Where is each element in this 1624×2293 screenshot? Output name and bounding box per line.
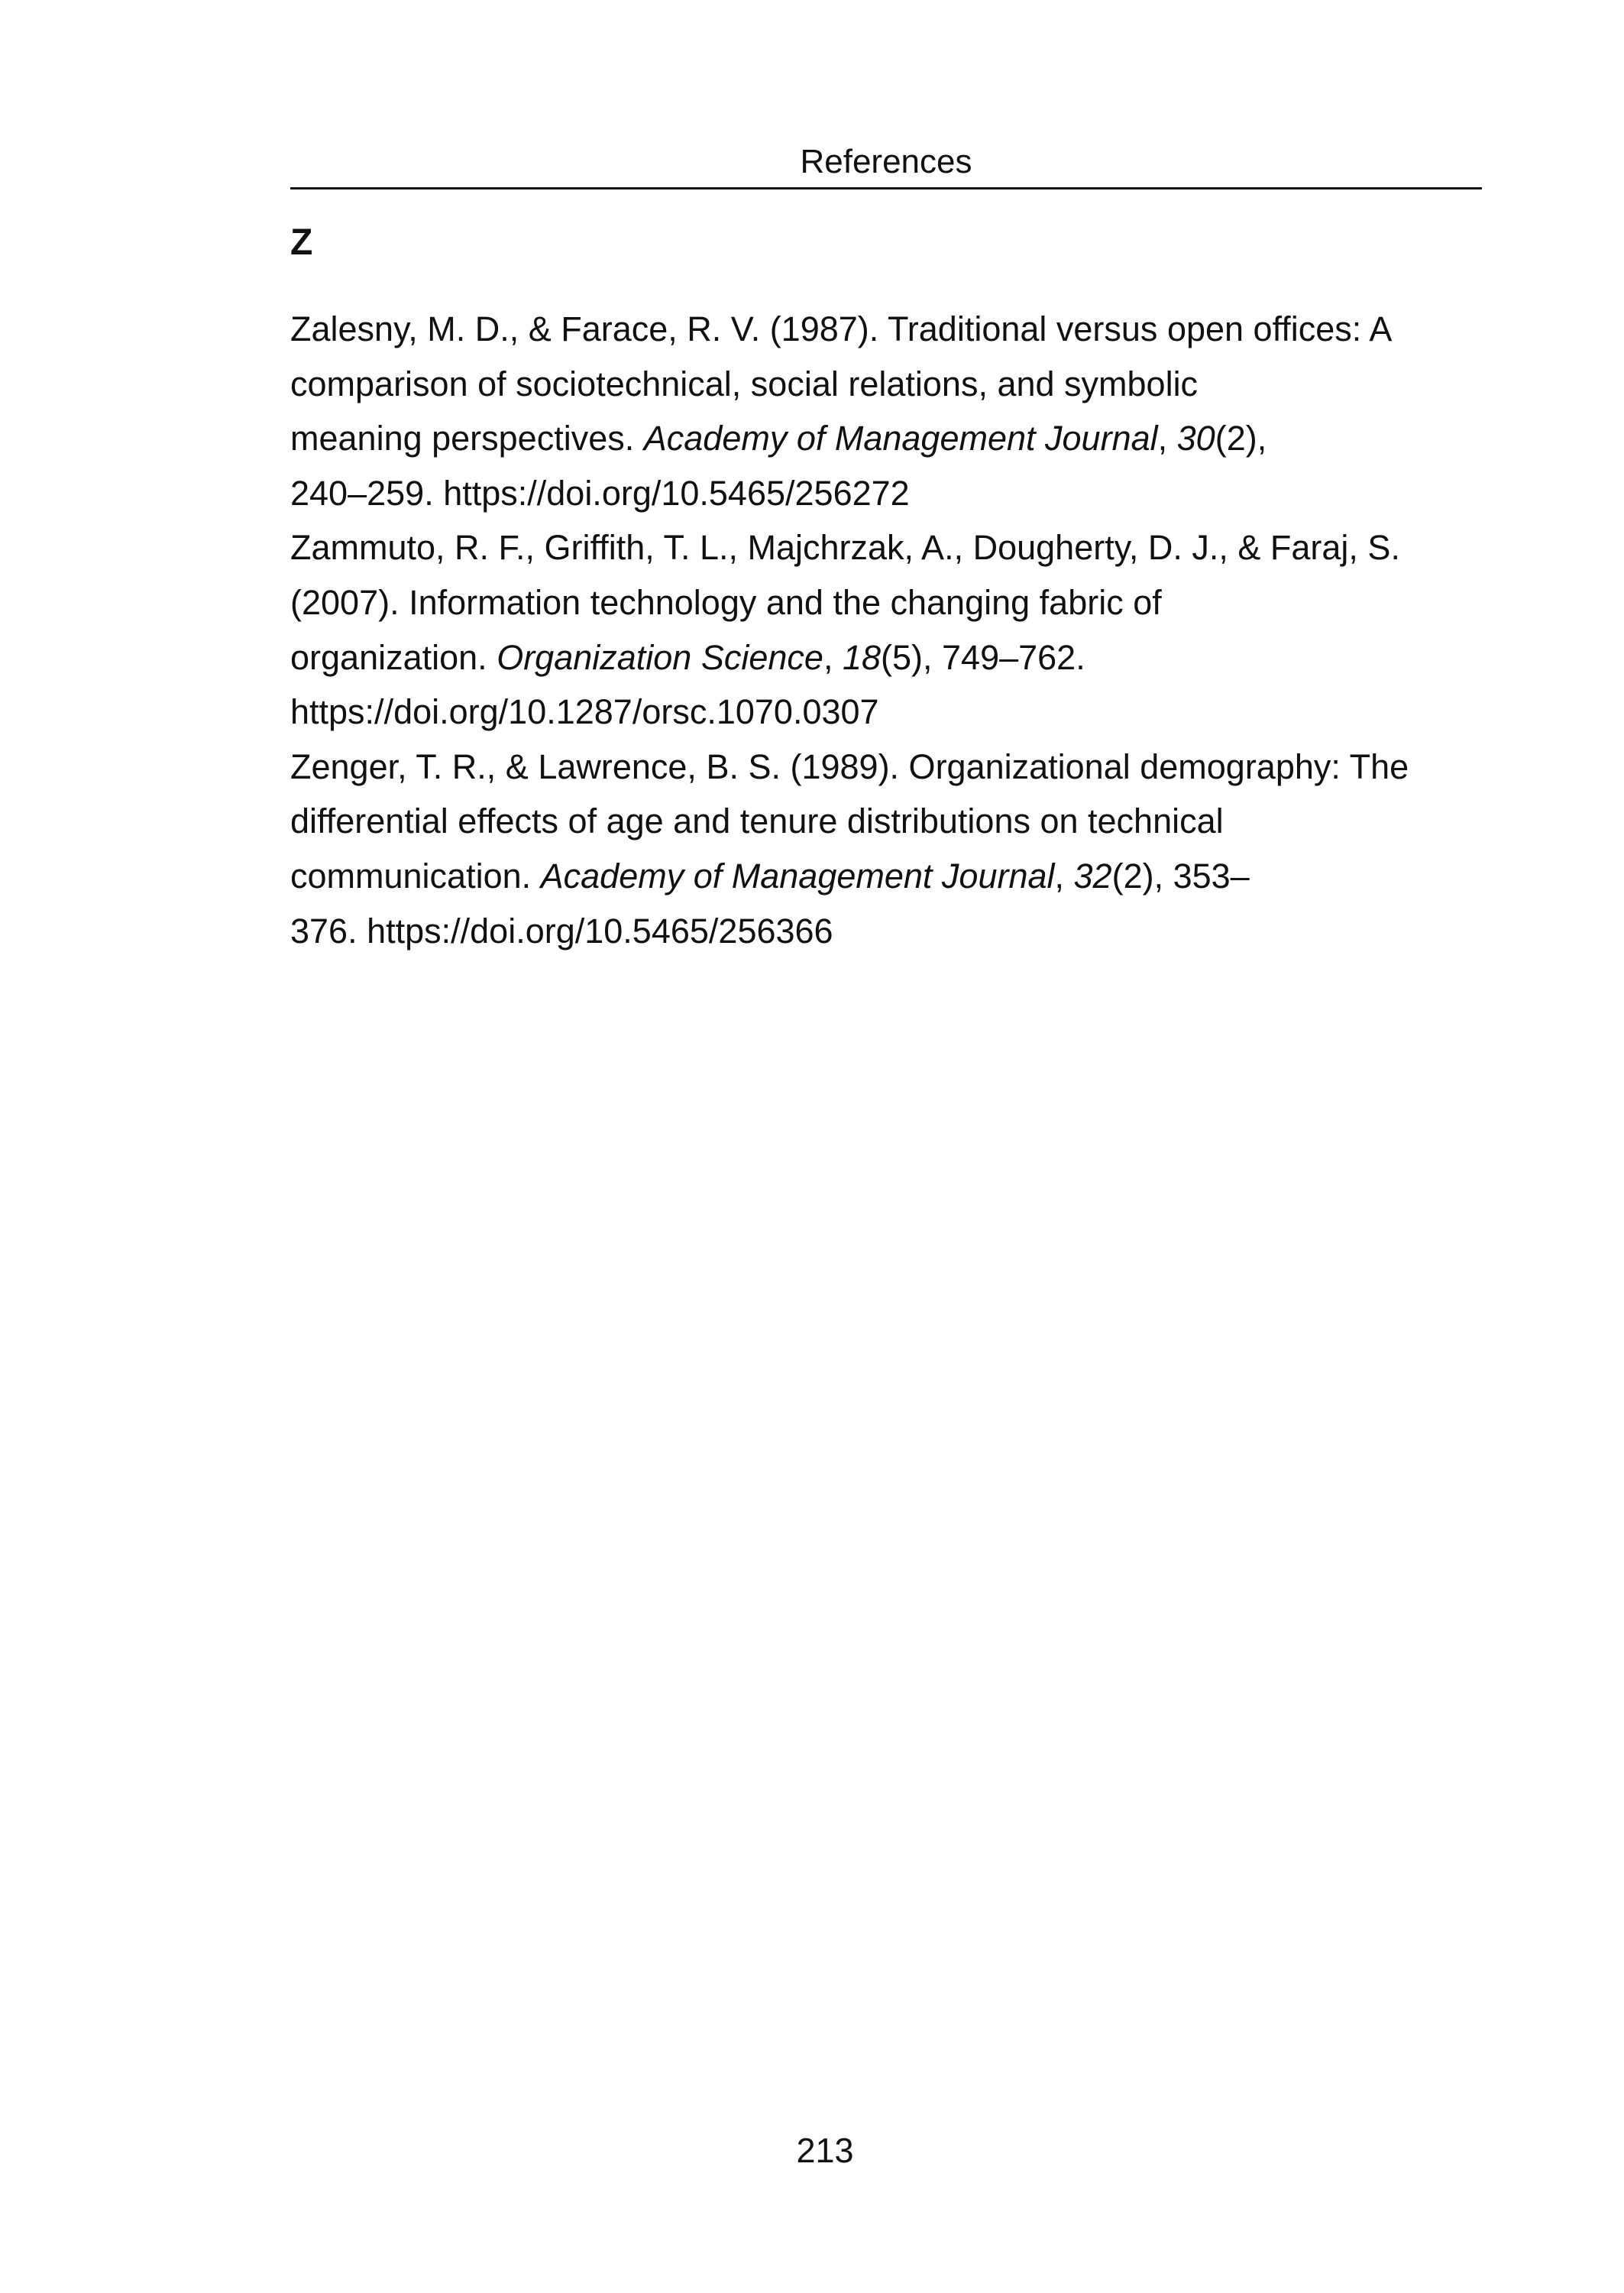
reference-line <box>290 575 1451 630</box>
journal-volume: 32 <box>1073 856 1112 896</box>
citation-text: (2), <box>1215 419 1267 458</box>
header-rule <box>290 187 1482 189</box>
reference-line <box>290 520 1451 575</box>
reference-line <box>290 302 1451 357</box>
citation-text: Zalesny, M. D., & Farace, R. V. (1987). Traditional versus open offices: A <box>290 309 1393 348</box>
citation-text: comparison of sociotechnical, social relations, and symbolic <box>290 364 1199 403</box>
reference-line <box>290 630 1451 685</box>
citation-text: (2007). Information technology and the changing fabric of <box>290 582 1162 622</box>
citation-text: Zammuto, R. F., Griffith, T. L., Majchrzak, A., Dougherty, D. J., & Faraj, S. <box>290 528 1400 568</box>
journal-volume: 18 <box>842 637 882 677</box>
citation-text: differential effects of age and tenure distributions on technical <box>290 802 1224 841</box>
citation-text: , <box>823 637 843 677</box>
citation-text: 376. https://doi.org/10.5465/256366 <box>290 911 833 951</box>
citation-text: organization. <box>290 637 497 677</box>
reference-zalesny-1987 <box>290 302 1451 520</box>
citation-text: (5), 749–762. <box>881 637 1085 677</box>
running-header: References <box>800 143 972 180</box>
reference-line <box>290 466 1451 521</box>
citation-text: meaning perspectives. <box>290 419 644 458</box>
journal-volume: 30 <box>1176 419 1215 458</box>
reference-line <box>290 411 1451 466</box>
citation-text: , <box>1054 856 1074 896</box>
reference-line <box>290 357 1451 412</box>
journal-title: Organization Science <box>497 637 823 677</box>
citation-text: , <box>1157 419 1177 458</box>
reference-zenger-1989 <box>290 740 1451 958</box>
reference-zammuto-2007 <box>290 520 1451 739</box>
citation-text: communication. <box>290 856 541 896</box>
citation-text: Zenger, T. R., & Lawrence, B. S. (1989). Organizational demography: The <box>290 747 1409 786</box>
citation-text: 240–259. https://doi.org/10.5465/256272 <box>290 473 910 513</box>
page-number: 213 <box>796 2131 854 2170</box>
citation-text: https://doi.org/10.1287/orsc.1070.0307 <box>290 692 879 732</box>
reference-line <box>290 794 1451 849</box>
reference-line <box>290 904 1451 959</box>
reference-line <box>290 685 1451 740</box>
reference-list <box>290 302 1451 958</box>
journal-title: Academy of Management Journal <box>540 856 1055 896</box>
citation-text: (2), 353– <box>1111 856 1250 896</box>
reference-line <box>290 740 1451 795</box>
journal-title: Academy of Management Journal <box>643 419 1158 458</box>
section-letter: Z <box>290 222 313 263</box>
reference-line <box>290 849 1451 904</box>
